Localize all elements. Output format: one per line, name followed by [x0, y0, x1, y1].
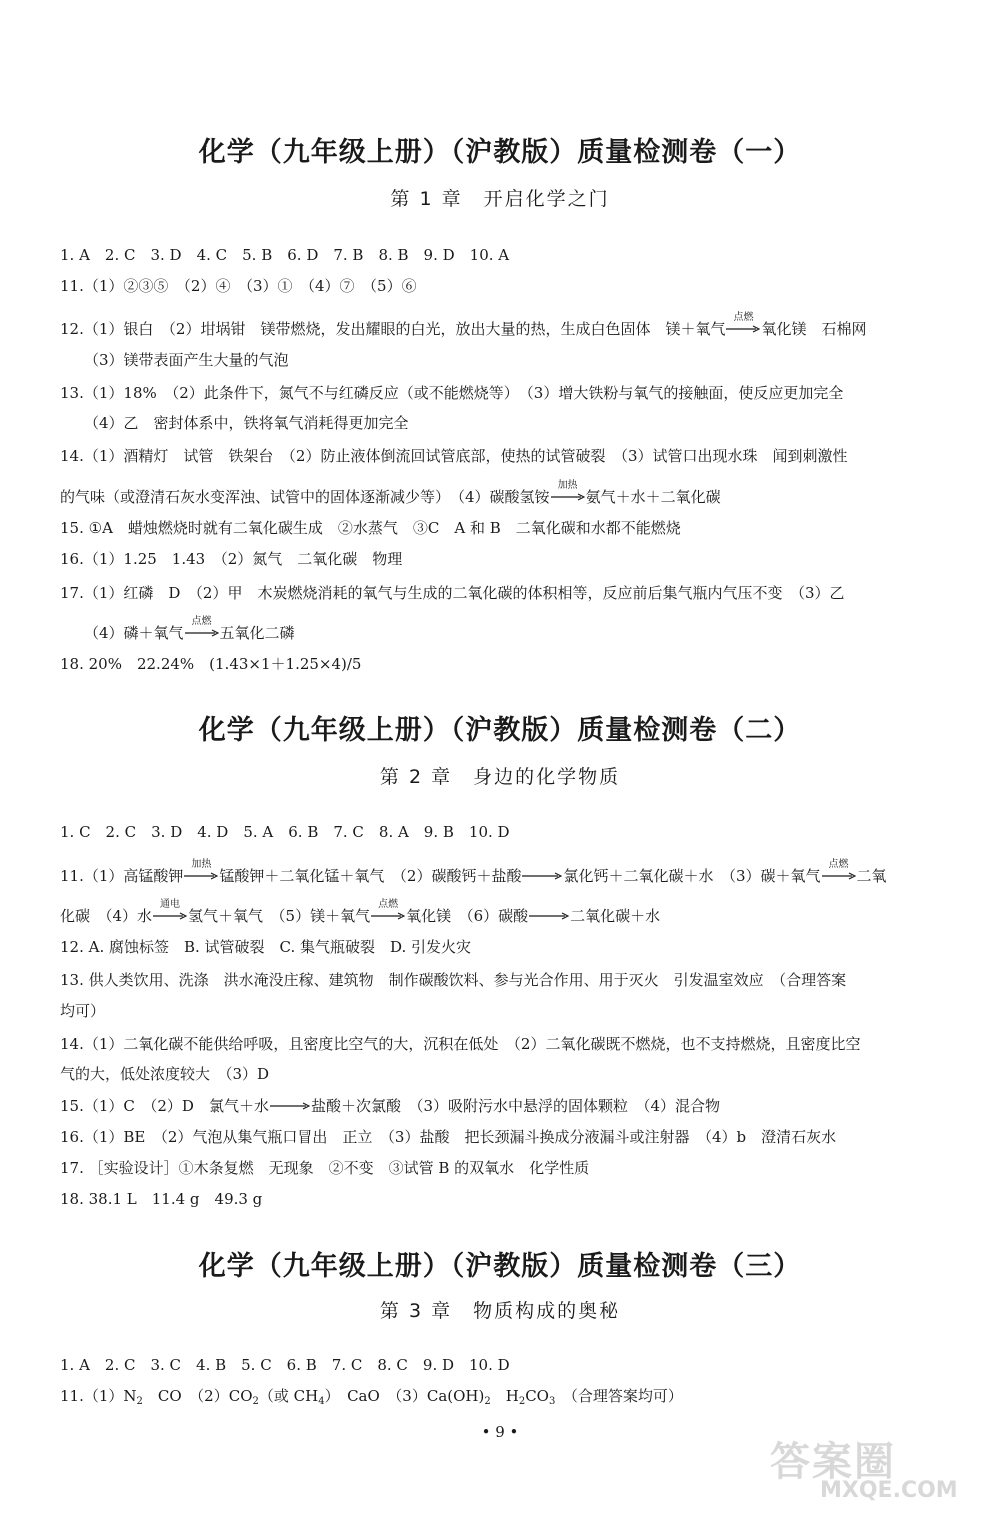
- s2-line-2: [60, 859, 960, 887]
- reaction-arrow: [822, 859, 856, 881]
- s1-line-4: （3）镁带表面产生大量的气泡: [84, 351, 289, 369]
- s1-line-6: （4）乙 密封体系中，铁将氧气消耗得更加完全: [84, 414, 409, 432]
- reaction-arrow: [185, 616, 219, 638]
- s1-line-8b: 氨气＋水＋二氧化碳: [585, 488, 721, 506]
- s2-line-3b: 氢气＋氧气 （5）镁＋氧气: [188, 907, 371, 925]
- s2-line-11: 17. ［实验设计］①木条复燃 无现象 ②不变 ③试管 B 的双氧水 化学性质: [60, 1159, 590, 1177]
- subscript: 2: [252, 1396, 259, 1407]
- s2-line-4: 12. A. 腐蚀标签 B. 试管破裂 C. 集气瓶破裂 D. 引发火灾: [60, 938, 472, 956]
- s2-line-9: [60, 1095, 960, 1117]
- s2-line-10: 16.（1）BE （2）气泡从集气瓶口冒出 正立 （3）盐酸 把长颈漏斗换成分液漏斗或注射器 （4）b 澄清石灰水: [60, 1128, 837, 1146]
- reaction-arrow: [371, 899, 405, 921]
- arrow-right-icon: [822, 871, 856, 881]
- subscript: 2: [518, 1396, 526, 1407]
- arrow-right-icon: [726, 324, 760, 334]
- arrow-right-icon: [371, 911, 405, 921]
- reaction-arrow: [270, 1101, 310, 1111]
- s2-line-2a: 11.（1）高锰酸钾: [60, 867, 184, 885]
- reaction-condition: 加热: [557, 480, 578, 491]
- s2-line-12: 18. 38.1 L 11.4 g 49.3 g: [60, 1190, 263, 1208]
- s2-line-9a: 15.（1）C （2）D 氯气＋水: [60, 1097, 269, 1115]
- arrow-right-icon: [270, 1101, 310, 1111]
- s2-line-3d: 二氧化碳＋水: [570, 907, 661, 925]
- s1-line-12b: 五氧化二磷: [219, 624, 295, 642]
- s1-line-11: 17.（1）红磷 D （2）甲 木炭燃烧消耗的氧气与生成的二氧化碳的体积相等，反应前后集气瓶内气压不变 （3）乙: [60, 584, 845, 602]
- s1-line-10: 16.（1）1.25 1.43 （2）氮气 二氧化碳 物理: [60, 550, 403, 568]
- s1-line-12a: （4）磷＋氧气: [84, 624, 184, 642]
- subscript: 2: [484, 1396, 491, 1407]
- section-1-chapter: 第 1 章 开启化学之门: [390, 188, 610, 210]
- arrow-right-icon: [153, 911, 187, 921]
- s1-line-2: 11.（1）②③⑤ （2）④ （3）① （4）⑦ （5）⑥: [60, 277, 417, 295]
- reaction-condition: 点燃: [733, 312, 754, 323]
- reaction-condition: 通电: [160, 899, 181, 910]
- section-3-title: 化学（九年级上册）（沪教版）质量检测卷（三）: [198, 1251, 802, 1282]
- s1-line-7: 14.（1）酒精灯 试管 铁架台 （2）防止液体倒流回试管底部，使热的试管破裂 （3）试管口出现水珠 闻到刺激性: [60, 447, 848, 465]
- s1-line-9: 15. ①A 蜡烛燃烧时就有二氧化碳生成 ②水蒸气 ③C A 和 B 二氧化碳和水都不能燃烧: [60, 519, 681, 537]
- s1-line-8a: 的气味（或澄清石灰水变浑浊、试管中的固体逐渐减少等） （4）碳酸氢铵: [60, 488, 550, 506]
- s3-line-2e: H: [490, 1387, 519, 1405]
- section-2-chapter: 第 2 章 身边的化学物质: [379, 766, 621, 788]
- watermark-text: 答案圈: [770, 1439, 896, 1485]
- s1-line-13: 18. 20% 22.24% (1.43×1＋1.25×4)/5: [60, 655, 362, 673]
- page-number: • 9 •: [481, 1423, 519, 1441]
- s2-line-3a: 化碳 （4）水: [60, 907, 153, 925]
- reaction-arrow: [153, 899, 187, 921]
- reaction-condition: 点燃: [828, 859, 849, 870]
- subscript: 4: [318, 1396, 325, 1407]
- s1-line-3a: 12.（1）银白 （2）坩埚钳 镁带燃烧，发出耀眼的白光，放出大量的热，生成白色固体 镁＋氧气: [60, 320, 726, 338]
- s1-line-12: [84, 616, 984, 644]
- s1-line-3b: 氧化镁 石棉网: [761, 320, 867, 338]
- arrow-right-icon: [529, 911, 569, 921]
- s3-line-2g: （合理答案均可）: [555, 1387, 683, 1405]
- s3-line-1: 1. A 2. C 3. C 4. B 5. C 6. B 7. C 8. C 9. D 10. D: [60, 1356, 510, 1374]
- s2-line-6: 均可）: [60, 1002, 106, 1020]
- s1-line-8: [60, 480, 960, 508]
- section-3-chapter: 第 3 章 物质构成的奥秘: [379, 1300, 621, 1322]
- s2-line-2c: 氯化钙＋二氧化碳＋水 （3）碳＋氧气: [563, 867, 821, 885]
- watermark-logo: [770, 1430, 990, 1510]
- subscript: 2: [136, 1396, 143, 1407]
- s2-line-2d: 二氧: [856, 867, 887, 885]
- s1-line-1: 1. A 2. C 3. D 4. C 5. B 6. D 7. B 8. B 9. D 10. A: [60, 246, 510, 264]
- s2-line-5: 13. 供人类饮用、洗涤 洪水淹没庄稼、建筑物 制作碳酸饮料、参与光合作用、用于灭火 引发温室效应 （合理答案: [60, 971, 847, 989]
- reaction-arrow: [184, 859, 218, 881]
- reaction-arrow: [522, 871, 562, 881]
- arrow-right-icon: [185, 628, 219, 638]
- section-1-title: 化学（九年级上册）（沪教版）质量检测卷（一）: [198, 137, 802, 168]
- arrow-right-icon: [522, 871, 562, 881]
- s2-line-1: 1. C 2. C 3. D 4. D 5. A 6. B 7. C 8. A 9. B 10. D: [60, 823, 510, 841]
- reaction-condition: 点燃: [191, 616, 212, 627]
- reaction-condition: 点燃: [378, 899, 399, 910]
- s3-line-2f: CO: [525, 1387, 549, 1405]
- section-2-title: 化学（九年级上册）（沪教版）质量检测卷（二）: [198, 715, 802, 746]
- s1-line-3: [60, 312, 960, 340]
- reaction-arrow: [551, 480, 585, 502]
- arrow-right-icon: [184, 871, 218, 881]
- reaction-arrow: [529, 911, 569, 921]
- s2-line-8: 气的大，低处浓度较大 （3）D: [60, 1065, 270, 1083]
- reaction-condition: 加热: [191, 859, 212, 870]
- s2-line-7: 14.（1）二氧化碳不能供给呼吸，且密度比空气的大，沉积在低处 （2）二氧化碳既不燃烧，也不支持燃烧，且密度比空: [60, 1035, 861, 1053]
- s2-line-3c: 氧化镁 （6）碳酸: [406, 907, 529, 925]
- s1-line-5: 13.（1）18% （2）此条件下，氮气不与红磷反应（或不能燃烧等） （3）增大铁粉与氧气的接触面，使反应更加完全: [60, 384, 844, 402]
- arrow-right-icon: [551, 492, 585, 502]
- s2-line-9b: 盐酸＋次氯酸 （3）吸附污水中悬浮的固体颗粒 （4）混合物: [310, 1097, 721, 1115]
- s3-line-2a: 11.（1）N: [60, 1387, 137, 1405]
- s3-line-2d: ） CaO （3）Ca(OH): [324, 1387, 485, 1405]
- watermark-url: MXQE.COM: [820, 1478, 958, 1503]
- s3-line-2b: CO （2）CO: [142, 1387, 253, 1405]
- s3-line-2: [60, 1385, 960, 1413]
- s2-line-3: [60, 899, 960, 927]
- s3-line-2c: （或 CH: [258, 1387, 319, 1405]
- subscript: 3: [548, 1396, 556, 1407]
- s2-line-2b: 锰酸钾＋二氧化锰＋氧气 （2）碳酸钙＋盐酸: [219, 867, 522, 885]
- reaction-arrow: [726, 312, 760, 334]
